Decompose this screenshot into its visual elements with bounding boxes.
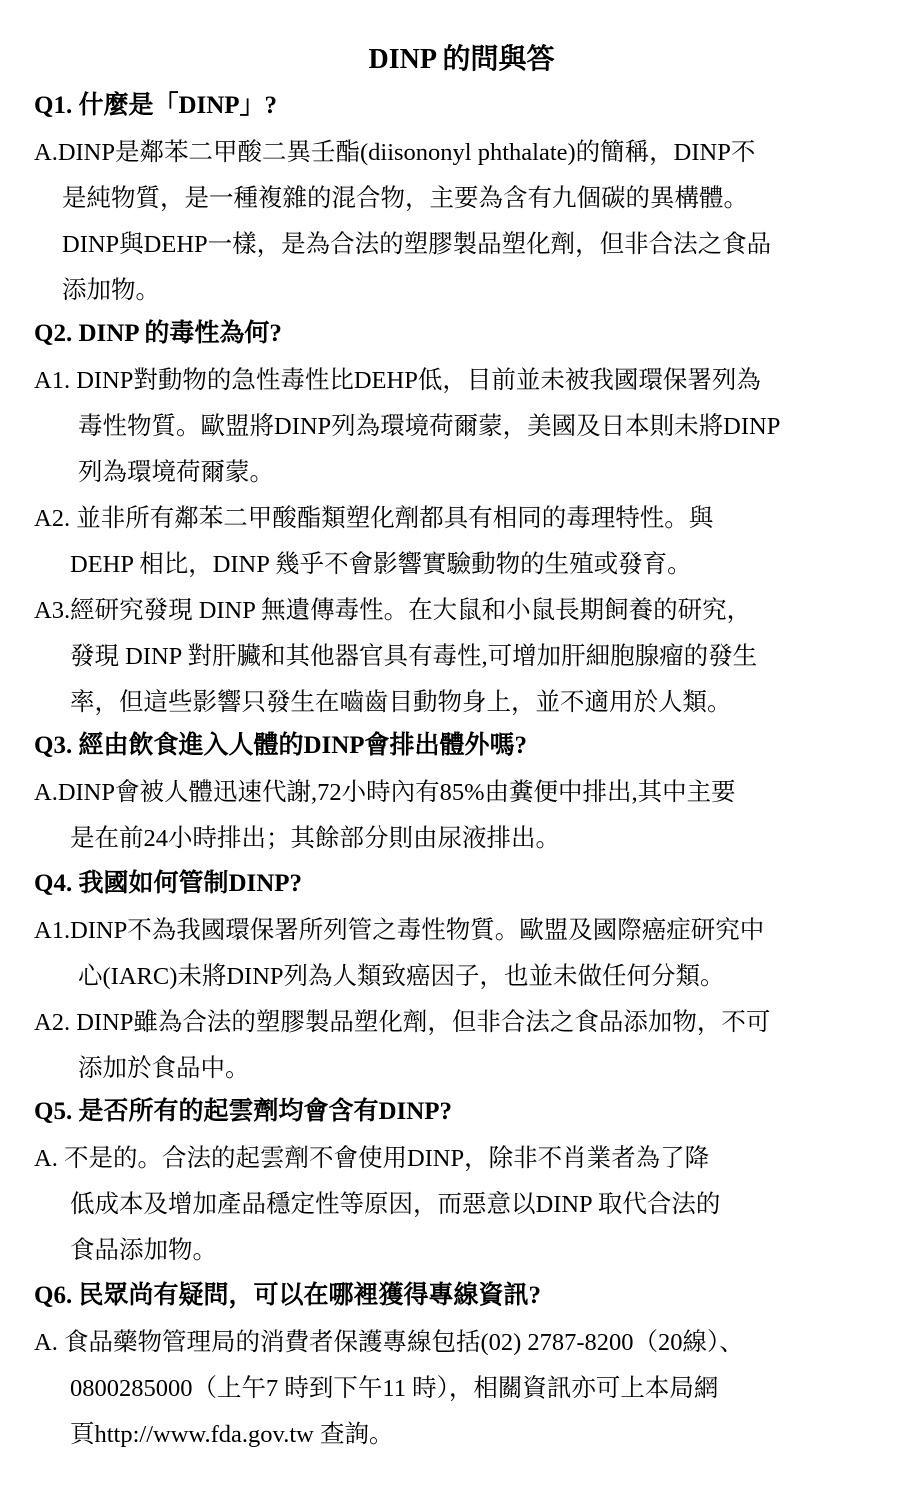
answer-line: A1.DINP不為我國環保署所列管之毒性物質。歐盟及國際癌症研究中 <box>34 917 765 944</box>
answer-line: 心(IARC)未將DINP列為人類致癌因子，也並未做任何分類。 <box>78 963 725 990</box>
answer-line: 是在前24小時排出；其餘部分則由尿液排出。 <box>70 825 560 852</box>
answer-line: 率，但這些影響只發生在嚙齒目動物身上，並不適用於人類。 <box>70 689 732 716</box>
answer-line: A1. DINP對動物的急性毒性比DEHP低，目前並未被我國環保署列為 <box>34 367 761 394</box>
answer-line: A2. 並非所有鄰苯二甲酸酯類塑化劑都具有相同的毒理特性。與 <box>34 505 714 532</box>
answer-line: A2. DINP雖為合法的塑膠製品塑化劑，但非合法之食品添加物，不可 <box>34 1009 771 1036</box>
question-1: Q1. 什麼是「DINP」? <box>34 92 278 119</box>
answer-line: 低成本及增加產品穩定性等原因，而惡意以DINP 取代合法的 <box>70 1191 721 1218</box>
question-2: Q2. DINP 的毒性為何? <box>34 320 282 347</box>
page-title: DINP 的問與答 <box>368 44 555 75</box>
answer-line: 毒性物質。歐盟將DINP列為環境荷爾蒙，美國及日本則未將DINP <box>78 413 781 440</box>
answer-line: 添加於食品中。 <box>78 1055 250 1082</box>
answer-line: A.DINP會被人體迅速代謝,72小時內有85%由糞便中排出,其中主要 <box>34 779 736 806</box>
answer-line: 是純物質，是一種複雜的混合物，主要為含有九個碳的異構體。 <box>62 185 748 212</box>
answer-4-1 <box>34 908 900 1000</box>
answer-line: 0800285000（上午7 時到下午11 時），相關資訊亦可上本局網 <box>70 1375 719 1402</box>
answer-2-3 <box>34 588 900 726</box>
answer-line: DEHP 相比，DINP 幾乎不會影響實驗動物的生殖或發育。 <box>70 551 692 578</box>
answer-line: 列為環境荷爾蒙。 <box>78 459 274 486</box>
answer-5 <box>34 1136 900 1274</box>
answer-line: A3.經研究發現 DINP 無遺傳毒性。在大鼠和小鼠長期飼養的研究， <box>34 597 752 624</box>
answer-line: A. 食品藥物管理局的消費者保護專線包括(02) 2787-8200（20線）、 <box>34 1329 744 1356</box>
answer-line: 頁http://www.fda.gov.tw 查詢。 <box>70 1421 394 1448</box>
answer-6 <box>34 1320 900 1458</box>
answer-3 <box>34 770 900 862</box>
answer-line: 食品添加物。 <box>70 1237 217 1264</box>
answer-line: 發現 DINP 對肝臟和其他器官具有毒性,可增加肝細胞腺瘤的發生 <box>70 643 758 670</box>
answer-line: A.DINP是鄰苯二甲酸二異壬酯(diisononyl phthalate)的簡稱，DINP不 <box>34 139 756 166</box>
answer-line: 添加物。 <box>62 277 160 304</box>
question-6: Q6. 民眾尚有疑問，可以在哪裡獲得專線資訊? <box>34 1282 541 1309</box>
answer-4-2 <box>34 1000 900 1092</box>
answer-line: A. 不是的。合法的起雲劑不會使用DINP，除非不肖業者為了降 <box>34 1145 710 1172</box>
answer-2-2 <box>34 496 900 588</box>
answer-1 <box>34 130 900 314</box>
answer-2-1 <box>34 358 900 496</box>
answer-line: DINP與DEHP一樣，是為合法的塑膠製品塑化劑，但非合法之食品 <box>62 231 772 258</box>
question-5: Q5. 是否所有的起雲劑均會含有DINP? <box>34 1098 453 1125</box>
question-3: Q3. 經由飲食進入人體的DINP會排出體外嗎? <box>34 732 528 759</box>
question-4: Q4. 我國如何管制DINP? <box>34 870 303 897</box>
